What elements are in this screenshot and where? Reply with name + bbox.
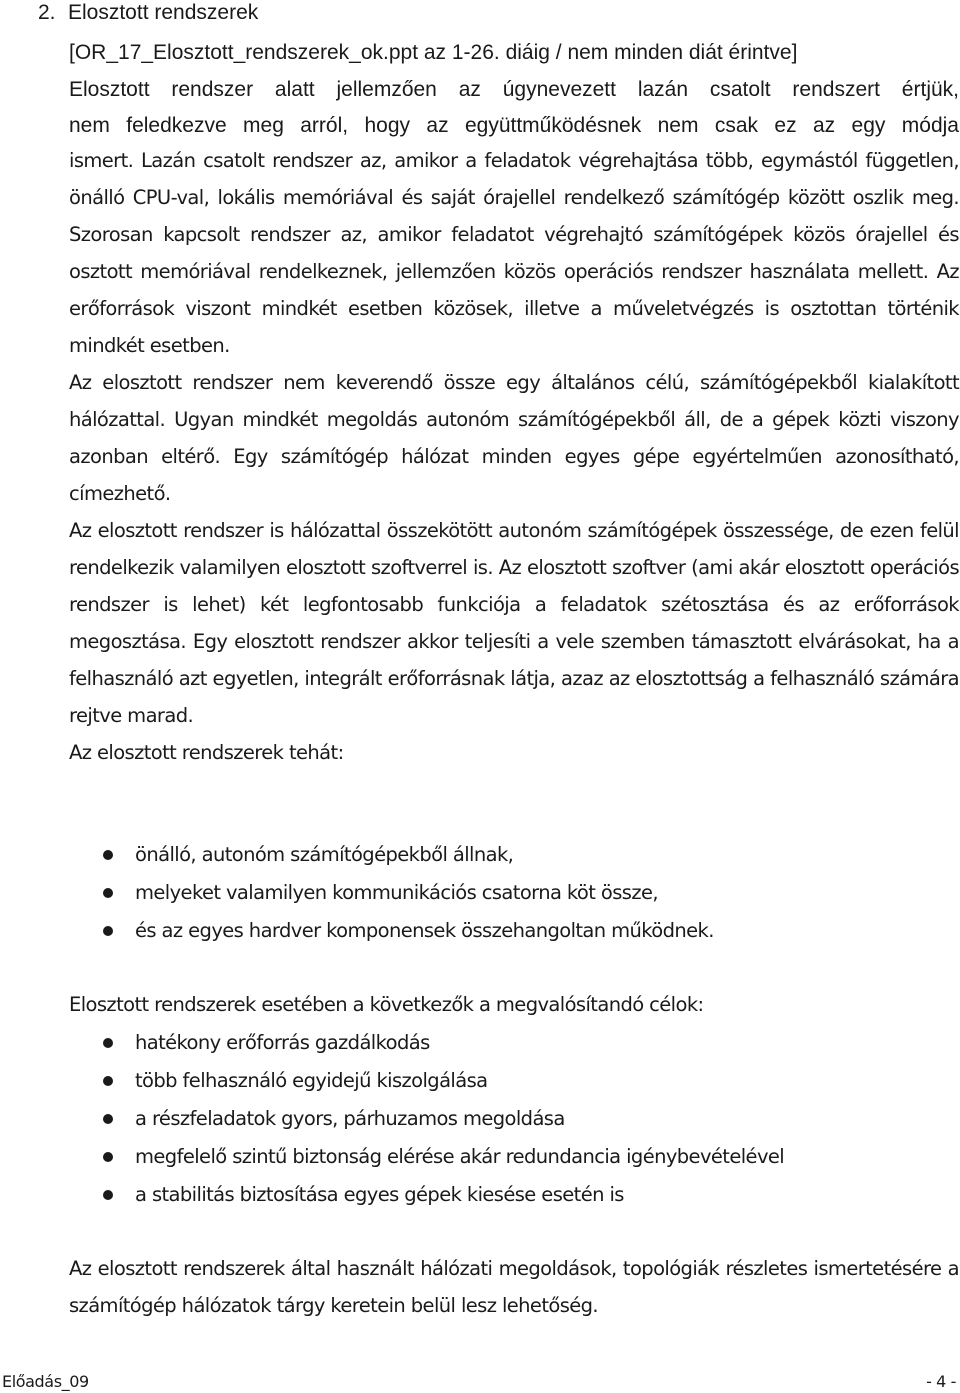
paragraph: ismert. Lazán csatolt rendszer az, amikor a feladatok végrehajtása több, egymástól független, önálló CPU-val, lokális memóriával és saját órajellel rendelkező számítógép között oszlik meg. Szorosan kapcsolt rendszer az, amikor feladatot végrehajtó számítógépek közös órajellel és osztott memóriával rendelkeznek, jellemzően közös operációs rendszer használata mellett. Az erőforrások viszont mindkét esetben közösek, illetve a műveletvégzés is osztottan történik mindkét esetben. [69,149,959,357]
bullet-icon [103,1038,113,1048]
list-intro: Az elosztott rendszerek tehát: [69,741,344,764]
bullet-icon [103,850,113,860]
footer-lecture-label: Előadás_09 [2,1372,89,1391]
bullet-icon [103,926,113,936]
list-item-text: önálló, autonóm számítógépekből állnak, [135,843,514,866]
page-number: - 4 - [926,1372,956,1391]
bullet-icon [103,1190,113,1200]
list-item-text: a stabilitás biztosítása egyes gépek kiesése esetén is [135,1183,624,1206]
list-item [69,836,949,874]
closing-block [69,1250,959,1324]
list-item-text: melyeket valamilyen kommunikációs csatorna köt össze, [135,881,658,904]
section-heading [38,0,258,26]
body-text [69,142,959,771]
list-item [69,874,949,912]
slide-reference: [OR_17_Elosztott_rendszerek_ok.ppt az 1-26. diáig / nem minden diát érintve] [69,41,798,64]
list-item-text: és az egyes hardver komponensek összehangoltan működnek. [135,919,714,942]
list-item [69,1138,949,1176]
goals-intro: Elosztott rendszerek esetében a következők a megvalósítandó célok: [69,993,704,1016]
list-item-text: hatékony erőforrás gazdálkodás [135,1031,430,1054]
bullet-icon [103,888,113,898]
list-item [69,1100,949,1138]
bullet-icon [103,1152,113,1162]
closing-paragraph: Az elosztott rendszerek által használt hálózati megoldások, topológiák részletes ismertetésére a számítógép hálózatok tárgy keretein belül lesz lehetőség. [69,1257,959,1317]
properties-list [69,836,949,950]
list-item [69,912,949,950]
section-title: Elosztott rendszerek [68,1,259,24]
intro-line: Elosztott rendszer alatt jellemzően az úgynevezett lazán csatolt rendszert értjük, [69,77,959,101]
list-item [69,1024,949,1062]
paragraph: Az elosztott rendszer is hálózattal összekötött autonóm számítógépek összessége, de ezen felül rendelkezik valamilyen elosztott szoftverrel is. Az elosztott szoftver (ami akár elosztott operációs rendszer is lehet) két legfontosabb funkciója a feladatok szétosztása és az erőforrások megosztása. Egy elosztott rendszer akkor teljesíti a vele szemben támasztott elvárásokat, ha a felhasználó azt egyetlen, integrált erőforrásnak látja, azaz az elosztottság a felhasználó számára rejtve marad. [69,519,959,727]
intro-block [69,35,959,145]
list-item-text: a részfeladatok gyors, párhuzamos megoldása [135,1107,565,1130]
list-item [69,1062,949,1100]
paragraph: Az elosztott rendszer nem keverendő össze egy általános célú, számítógépekből kialakított hálózattal. Ugyan mindkét megoldás autonóm számítógépekből áll, de a gépek közti viszony azonban eltérő. Egy számítógép hálózat minden egyes gépe egyértelműen azonosítható, címezhető. [69,371,959,505]
page-footer [0,1370,960,1393]
section-number: 2. [38,1,56,24]
intro-line: nem feledkezve meg arról, hogy az együttműködésnek nem csak ez az egy módja [69,114,959,137]
list-item [69,1176,949,1214]
goals-intro-block [69,986,959,1023]
goals-list [69,1024,949,1214]
list-item-text: megfelelő szintű biztonság elérése akár redundancia igénybevételével [135,1145,785,1168]
bullet-icon [103,1114,113,1124]
list-item-text: több felhasználó egyidejű kiszolgálása [135,1069,488,1092]
bullet-icon [103,1076,113,1086]
